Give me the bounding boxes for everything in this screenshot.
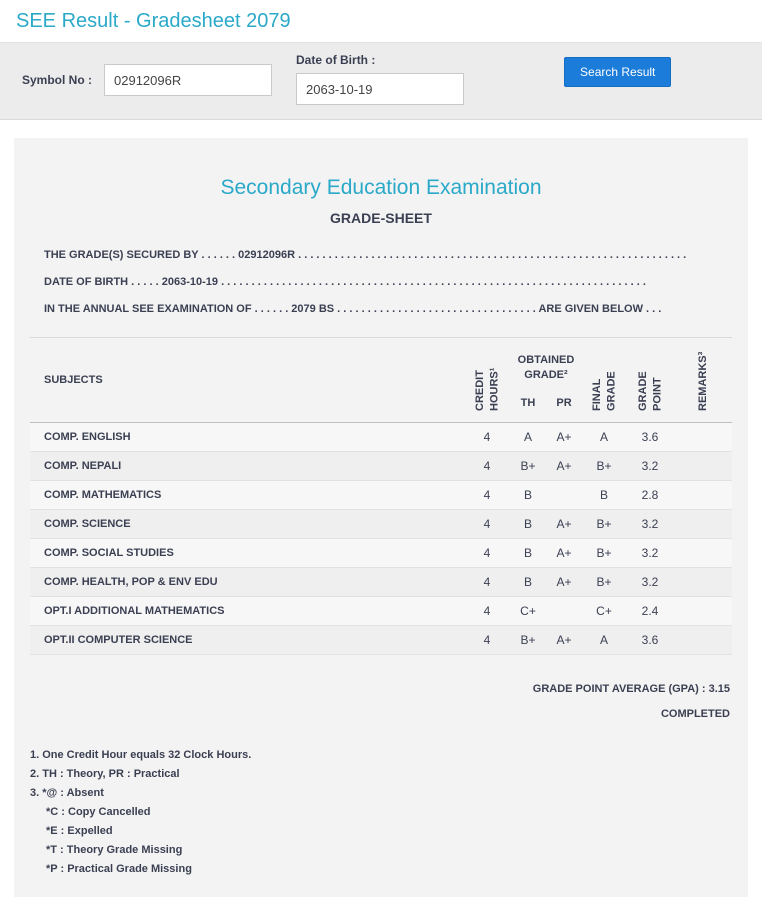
subject-cell: OPT.I ADDITIONAL MATHEMATICS [30,597,464,626]
grades-table-body [30,423,732,655]
gradesheet-panel [14,138,748,897]
obtained-grade-header-label: OBTAINED GRADE² [517,354,575,382]
footnote-th-pr: 2. TH : Theory, PR : Practical [30,768,180,780]
search-bar [0,42,762,120]
date-of-birth-input[interactable] [296,73,464,105]
column-header-credit-hours [464,338,510,423]
grade-point-cell: 2.4 [626,597,674,626]
practical-grade-cell [546,481,582,510]
table-row [30,539,732,568]
subject-cell: COMP. MATHEMATICS [30,481,464,510]
theory-grade-cell: B [510,568,546,597]
search-result-button[interactable]: Search Result [564,57,671,87]
final-grade-cell: B+ [582,452,626,481]
theory-grade-cell: A [510,423,546,452]
statement-secured-by: THE GRADE(S) SECURED BY . . . . . . 02912096R . . . . . . . . . . . . . . . . . . . . . . . . . . . . . . . . . . . . . . . . . . . . . . . . . . . . . . . . . . . . . . . . [44,249,687,261]
gpa-summary: GRADE POINT AVERAGE (GPA) : 3.15 [532,683,730,695]
table-row [30,568,732,597]
credit-hours-cell: 4 [464,568,510,597]
practical-grade-cell: A+ [546,452,582,481]
subject-cell: COMP. SCIENCE [30,510,464,539]
footnotes [30,746,732,879]
grades-table [30,337,732,655]
footnote-absent: 3. *@ : Absent [30,787,104,799]
column-header-theory: TH [510,388,546,422]
table-row [30,481,732,510]
theory-grade-cell: B+ [510,452,546,481]
table-row [30,626,732,655]
table-row [30,452,732,481]
subject-cell: COMP. ENGLISH [30,423,464,452]
remarks-cell [674,423,732,452]
column-header-subjects [30,338,464,423]
exam-title: Secondary Education Examination [220,176,542,199]
final-grade-header-label: FINAL GRADE [590,371,617,411]
column-header-obtained-grade [510,338,582,389]
remarks-cell [674,597,732,626]
practical-grade-cell: A+ [546,510,582,539]
column-header-grade-point [626,338,674,423]
remarks-cell [674,452,732,481]
final-grade-cell: B+ [582,539,626,568]
grade-point-header-label: GRADE POINT [636,371,663,411]
credit-hours-cell: 4 [464,597,510,626]
remarks-header-label: REMARKS³ [696,351,709,411]
credit-hours-cell: 4 [464,423,510,452]
theory-grade-cell: B [510,510,546,539]
practical-grade-cell: A+ [546,568,582,597]
table-row [30,423,732,452]
footnote-credit-hours: 1. One Credit Hour equals 32 Clock Hours. [30,749,252,761]
footnote-copy-cancelled: *C : Copy Cancelled [46,806,151,818]
theory-grade-cell: C+ [510,597,546,626]
final-grade-cell: B [582,481,626,510]
column-header-final-grade [582,338,626,423]
symbol-number-input[interactable] [104,64,272,96]
grade-point-cell: 3.6 [626,626,674,655]
subject-cell: OPT.II COMPUTER SCIENCE [30,626,464,655]
footnote-expelled: *E : Expelled [46,825,113,837]
statement-lines [30,242,732,323]
table-row [30,597,732,626]
symbol-number-group [22,64,272,96]
symbol-number-label: Symbol No : [22,73,93,87]
remarks-cell [674,510,732,539]
footnote-theory-missing: *T : Theory Grade Missing [46,844,183,856]
subject-cell: COMP. SOCIAL STUDIES [30,539,464,568]
grade-point-cell: 3.2 [626,539,674,568]
subject-cell: COMP. NEPALI [30,452,464,481]
practical-grade-cell: A+ [546,626,582,655]
subject-cell: COMP. HEALTH, POP & ENV EDU [30,568,464,597]
remarks-cell [674,626,732,655]
grade-point-cell: 3.2 [626,510,674,539]
theory-grade-cell: B [510,539,546,568]
column-header-remarks [674,338,732,423]
date-of-birth-group [296,53,464,105]
grade-point-cell: 2.8 [626,481,674,510]
grade-point-cell: 3.2 [626,568,674,597]
table-row [30,510,732,539]
footnote-practical-missing: *P : Practical Grade Missing [46,863,192,875]
practical-grade-cell: A+ [546,539,582,568]
page-title: SEE Result - Gradesheet 2079 [16,10,291,32]
grade-point-cell: 3.6 [626,423,674,452]
subjects-header-label: SUBJECTS [44,374,103,386]
remarks-cell [674,539,732,568]
final-grade-cell: B+ [582,568,626,597]
theory-grade-cell: B+ [510,626,546,655]
credit-hours-header-label: CREDIT HOURS¹ [473,367,500,411]
credit-hours-cell: 4 [464,626,510,655]
practical-grade-cell [546,597,582,626]
grade-point-cell: 3.2 [626,452,674,481]
gradesheet-subtitle: GRADE-SHEET [330,210,432,226]
date-of-birth-label: Date of Birth : [296,53,376,67]
remarks-cell [674,568,732,597]
theory-grade-cell: B [510,481,546,510]
credit-hours-cell: 4 [464,481,510,510]
credit-hours-cell: 4 [464,539,510,568]
grades-table-header [30,338,732,423]
column-header-practical: PR [546,388,582,422]
credit-hours-cell: 4 [464,510,510,539]
final-grade-cell: A [582,423,626,452]
statement-exam-year: IN THE ANNUAL SEE EXAMINATION OF . . . . . . 2079 BS . . . . . . . . . . . . . . . . . . . . . . . . . . . . . . . . . ARE GIVEN BELOW . . . [44,303,662,315]
final-grade-cell: C+ [582,597,626,626]
statement-date-of-birth: DATE OF BIRTH . . . . . 2063-10-19 . . . . . . . . . . . . . . . . . . . . . . . . . . . . . . . . . . . . . . . . . . . . . . . . . . . . . . . . . . . . . . . . . . . . . . [44,276,646,288]
practical-grade-cell: A+ [546,423,582,452]
final-grade-cell: B+ [582,510,626,539]
credit-hours-cell: 4 [464,452,510,481]
remarks-cell [674,481,732,510]
final-grade-cell: A [582,626,626,655]
status-completed: COMPLETED [660,708,730,720]
